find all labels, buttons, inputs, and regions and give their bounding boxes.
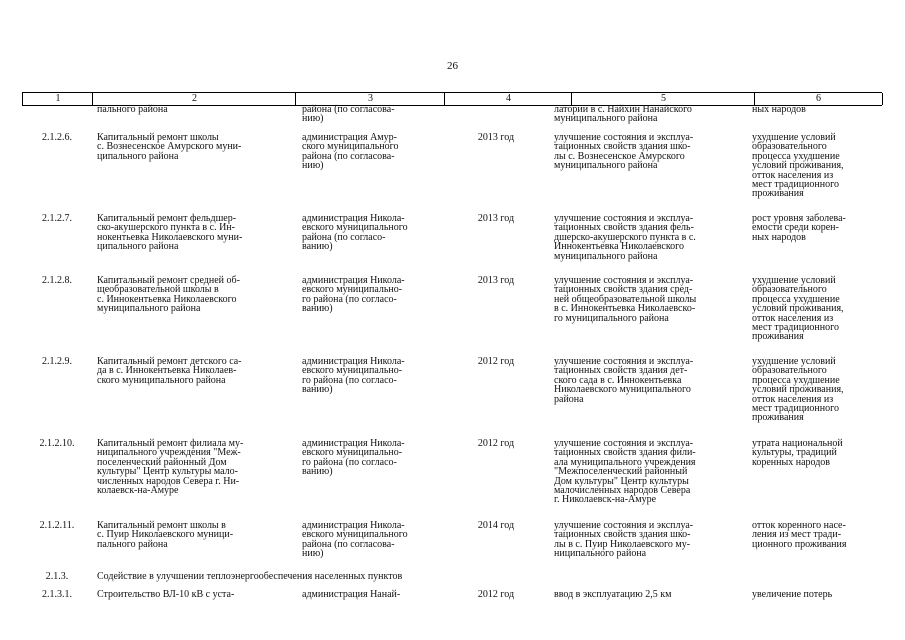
row-result: улучшение состояния и эксплуа- тационных свойств здания фили- ала муниципального учреждения "Межпоселенческий районный Дом культуры" Центр культуры малочисленных народов Севера г. Николаевск-на-Амуре [554,438,696,506]
row-name: Капитальный ремонт средней об- щеобразовательной школы в с. Иннокентьевка Николаевского муниципального района [97,275,240,315]
row-name: Капитальный ремонт филиала му- ниципального учреждения "Меж- поселенческий районный Дом культуры" Центр культуры мало- численных народов Севера г. Ни- колаевск-на-Амуре [97,438,244,497]
row-number: 2.1.2.7. [42,213,72,224]
row-executor: администрация Никола- евского муниципально- го района (по согласо- ванию) [302,356,405,396]
row-result: ввод в эксплуатацию 2,5 км [554,589,672,600]
row-year: 2013 год [477,213,515,224]
row-year: 2012 год [477,438,515,449]
row-risk: ухудшение условий образовательного процесса ухудшение условий проживания, отток населения из мест традиционного проживания [752,132,844,200]
continuation-result: латории в с. Найхин Нанайского муниципального района [554,104,692,125]
row-number: 2.1.2.11. [39,520,75,531]
row-name: Капитальный ремонт школы с. Вознесенское Амурского муни- ципального района [97,132,242,162]
row-number: 2.1.2.9. [42,356,72,367]
row-executor: администрация Никола- евского муниципально- го района (по согласо- ванию) [302,438,405,478]
row-number: 2.1.2.8. [42,275,72,286]
column-header-1: 1 [22,93,93,105]
column-header-4: 4 [444,93,572,105]
row-result: улучшение состояния и эксплуа- тационных свойств здания сред- ней общеобразовательной школы в с. Иннокентьевка Николаевско- го муниципального района [554,275,697,324]
continuation-name: пального района [97,104,168,115]
row-name: Капитальный ремонт детского са- да в с. Иннокентьевка Николаев- ского муниципального района [97,356,242,386]
row-risk: отток коренного насе- ления из мест тради- ционного проживания [752,520,847,550]
row-year: 2013 год [477,132,515,143]
row-number: 2.1.3.1. [42,589,72,600]
section-title: Содействие в улучшении теплоэнергообеспечения населенных пунктов [97,571,403,582]
row-result: улучшение состояния и эксплуа- тационных свойств здания шко- лы с. Вознесенское Амурского муниципального района [554,132,694,172]
row-name: Капитальный ремонт школы в с. Пуир Николаевского муници- пального района [97,520,234,550]
section-number: 2.1.3. [45,571,69,582]
row-risk: увеличение потерь [752,589,833,600]
row-executor: администрация Никола- евского муниципально- го района (по согласо- ванию) [302,275,405,315]
column-header-6: 6 [754,93,883,105]
row-risk: утрата национальной культуры, традиций коренных народов [752,438,843,468]
row-risk: рост уровня заболева- емости среди корен- ных народов [752,213,846,243]
column-header-3: 3 [295,93,445,105]
continuation-risk: ных народов [752,104,806,115]
row-year: 2014 год [477,520,515,531]
row-result: улучшение состояния и эксплуа- тационных свойств здания дет- ского сада в с. Иннокентьевка Николаевского муниципального района [554,356,694,405]
continuation-executor: района (по согласова- нию) [302,104,395,125]
row-executor: администрация Нанай- [302,589,401,600]
row-executor: администрация Никола- евского муниципального района (по согласо- ванию) [302,213,408,253]
row-number: 2.1.2.6. [42,132,72,143]
row-name: Строительство ВЛ-10 кВ с уста- [97,589,235,600]
row-executor: администрация Никола- евского муниципального района (по согласова- нию) [302,520,408,560]
row-year: 2012 год [477,589,515,600]
row-name: Капитальный ремонт фельдшер- ско-акушерского пункта в с. Ин- нокентьевка Николаевского муни- ципального района [97,213,243,253]
row-year: 2013 год [477,275,515,286]
row-risk: ухудшение условий образовательного процесса ухудшение условий проживания, отток населения из мест традиционного проживания [752,356,844,424]
page-number: 26 [447,60,458,72]
row-year: 2012 год [477,356,515,367]
row-number: 2.1.2.10. [39,438,75,449]
row-result: улучшение состояния и эксплуа- тационных свойств здания фель- дшерско-акушерского пункта в с. Иннокентьевка Николаевского муниципального района [554,213,696,262]
row-result: улучшение состояния и эксплуа- тационных свойств здания шко- лы в с. Пуир Николаевского му- ниципального района [554,520,694,560]
column-header-5: 5 [571,93,755,105]
row-risk: ухудшение условий образовательного процесса ухудшение условий проживания, отток населения из мест традиционного проживания [752,275,844,343]
column-header-2: 2 [92,93,296,105]
row-executor: администрация Амур- ского муниципального района (по согласова- нию) [302,132,399,172]
